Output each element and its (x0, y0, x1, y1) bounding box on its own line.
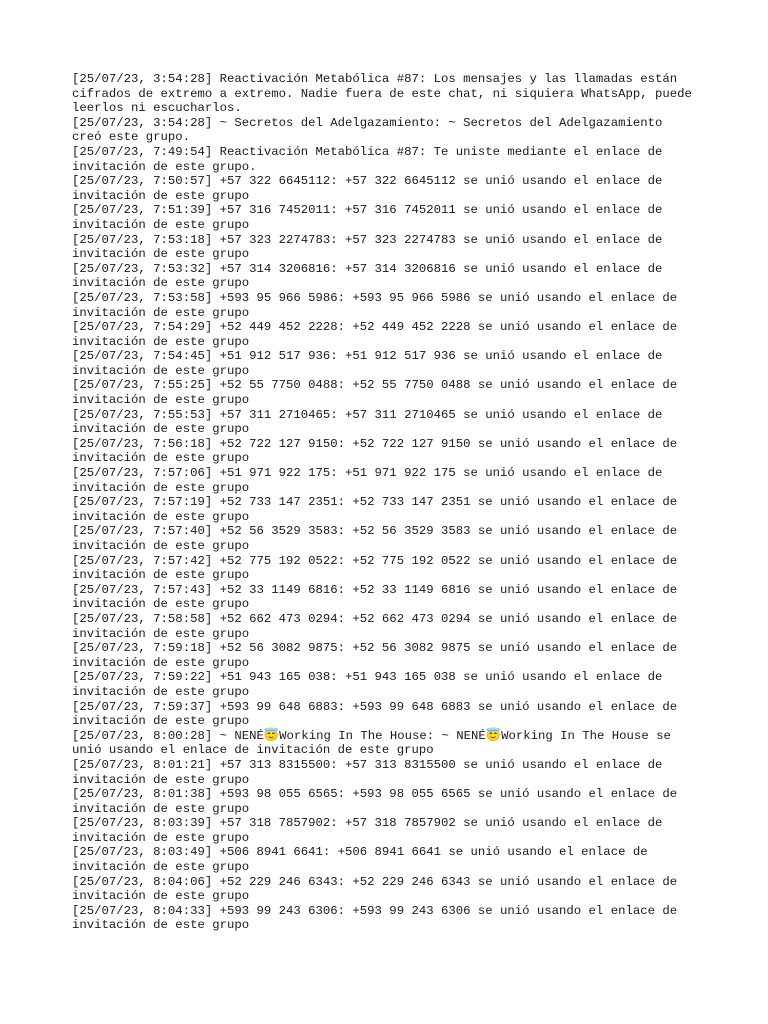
chat-line: [25/07/23, 7:55:25] +52 55 7750 0488: +52 55 7750 0488 se unió usando el enlace de invitación de este grupo (72, 378, 685, 408)
chat-line: [25/07/23, 7:58:58] +52 662 473 0294: +52 662 473 0294 se unió usando el enlace de invitación de este grupo (72, 611, 685, 641)
chat-line: [25/07/23, 7:57:43] +52 33 1149 6816: +52 33 1149 6816 se unió usando el enlace de invitación de este grupo (72, 582, 685, 612)
chat-line: [25/07/23, 7:49:54] Reactivación Metabólica #87: Te uniste mediante el enlace de invitación de este grupo. (72, 144, 670, 174)
chat-line: [25/07/23, 8:04:06] +52 229 246 6343: +52 229 246 6343 se unió usando el enlace de invitación de este grupo (72, 874, 685, 904)
chat-line: [25/07/23, 7:59:18] +52 56 3082 9875: +52 56 3082 9875 se unió usando el enlace de invitación de este grupo (72, 641, 685, 670)
chat-line: [25/07/23, 7:57:19] +52 733 147 2351: +52 733 147 2351 se unió usando el enlace de invitación de este grupo (72, 495, 685, 524)
chat-line: [25/07/23, 8:03:39] +57 318 7857902: +57 318 7857902 se unió usando el enlace de invitación de este grupo (72, 816, 670, 845)
chat-log-document (72, 72, 700, 933)
chat-line: [25/07/23, 7:56:18] +52 722 127 9150: +52 722 127 9150 se unió usando el enlace de invitación de este grupo (72, 436, 685, 466)
chat-line: [25/07/23, 7:54:45] +51 912 517 936: +51 912 517 936 se unió usando el enlace de invitación de este grupo (72, 349, 670, 378)
chat-line: [25/07/23, 7:57:42] +52 775 192 0522: +52 775 192 0522 se unió usando el enlace de invitación de este grupo (72, 553, 685, 583)
chat-line: [25/07/23, 7:50:57] +57 322 6645112: +57 322 6645112 se unió usando el enlace de invitación de este grupo (72, 174, 670, 203)
chat-line: [25/07/23, 8:00:28] ~ NENÉ😇Working In The House: ~ NENÉ😇Working In The House se unió usando el enlace de invitación de este grupo (72, 728, 679, 758)
chat-line: [25/07/23, 7:53:32] +57 314 3206816: +57 314 3206816 se unió usando el enlace de invitación de este grupo (72, 261, 670, 291)
chat-line: [25/07/23, 8:01:38] +593 98 055 6565: +593 98 055 6565 se unió usando el enlace de invitación de este grupo (72, 787, 685, 816)
chat-line: [25/07/23, 7:53:58] +593 95 966 5986: +593 95 966 5986 se unió usando el enlace de invitación de este grupo (72, 290, 685, 320)
chat-line: [25/07/23, 7:53:18] +57 323 2274783: +57 323 2274783 se unió usando el enlace de invitación de este grupo (72, 232, 670, 262)
chat-line: [25/07/23, 8:03:49] +506 8941 6641: +506 8941 6641 se unió usando el enlace de invitación de este grupo (72, 845, 655, 875)
chat-line: [25/07/23, 7:57:06] +51 971 922 175: +51 971 922 175 se unió usando el enlace de invitación de este grupo (72, 466, 670, 495)
chat-line: [25/07/23, 7:54:29] +52 449 452 2228: +52 449 452 2228 se unió usando el enlace de invitación de este grupo (72, 320, 685, 349)
chat-line: [25/07/23, 7:57:40] +52 56 3529 3583: +52 56 3529 3583 se unió usando el enlace de invitación de este grupo (72, 524, 685, 553)
chat-line: [25/07/23, 7:59:37] +593 99 648 6883: +593 99 648 6883 se unió usando el enlace de invitación de este grupo (72, 699, 685, 729)
chat-line: [25/07/23, 3:54:28] Reactivación Metabólica #87: Los mensajes y las llamadas están cifrados de extremo a extremo. Nadie fuera de este chat, ni siquiera WhatsApp, puede leerlos ni escucharlos. (72, 72, 700, 116)
chat-line: [25/07/23, 8:04:33] +593 99 243 6306: +593 99 243 6306 se unió usando el enlace de invitación de este grupo (72, 903, 685, 933)
chat-line: [25/07/23, 3:54:28] ~ Secretos del Adelgazamiento: ~ Secretos del Adelgazamiento creó este grupo. (72, 115, 670, 145)
chat-line: [25/07/23, 7:51:39] +57 316 7452011: +57 316 7452011 se unió usando el enlace de invitación de este grupo (72, 203, 670, 232)
chat-line: [25/07/23, 7:55:53] +57 311 2710465: +57 311 2710465 se unió usando el enlace de invitación de este grupo (72, 407, 670, 437)
chat-line: [25/07/23, 7:59:22] +51 943 165 038: +51 943 165 038 se unió usando el enlace de invitación de este grupo (72, 670, 670, 699)
chat-line: [25/07/23, 8:01:21] +57 313 8315500: +57 313 8315500 se unió usando el enlace de invitación de este grupo (72, 757, 670, 787)
